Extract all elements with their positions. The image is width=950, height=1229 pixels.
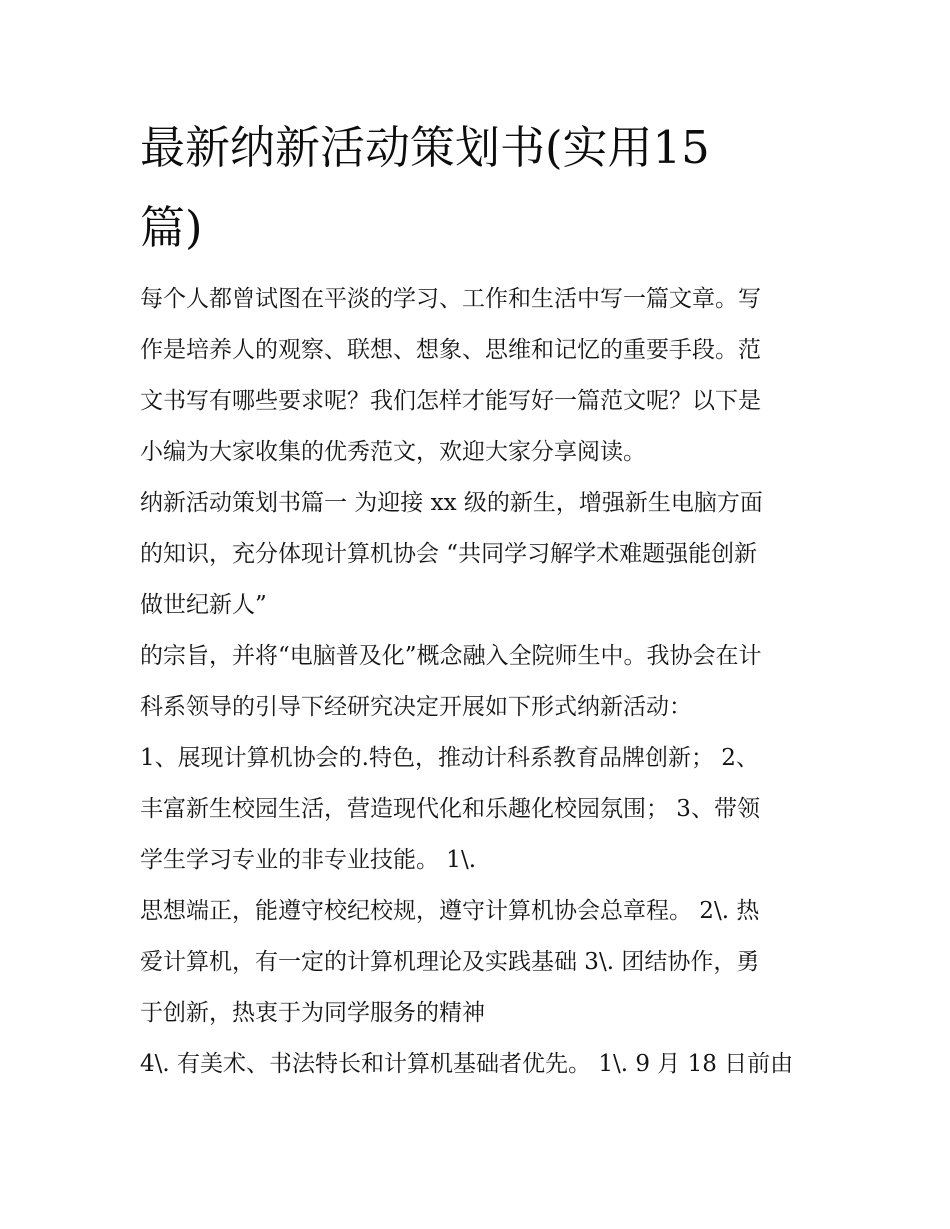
- paragraph-principle: [140, 631, 820, 733]
- document-title: [140, 108, 820, 268]
- text-line: 爱计算机，有一定的计算机理论及实践基础 3\. 团结协作，勇: [140, 949, 760, 975]
- text-line: 作是培养人的观察、联想、想象、思维和记忆的重要手段。范: [140, 337, 761, 363]
- text-line: 小编为大家收集的优秀范文，欢迎大家分享阅读。: [140, 439, 646, 465]
- text-line: 每个人都曾试图在平淡的学习、工作和生活中写一篇文章。写: [140, 286, 761, 312]
- title-line: 篇): [140, 201, 203, 254]
- paragraph-goals: [140, 733, 820, 886]
- title-line: 最新纳新活动策划书(实用15: [140, 121, 710, 174]
- text-line: 于创新，热衷于为同学服务的精神: [140, 1000, 485, 1026]
- paragraph-intro: [140, 274, 820, 478]
- text-line: 科系领导的引导下经研究决定开展如下形式纳新活动：: [140, 694, 692, 720]
- paragraph-purpose: [140, 478, 820, 631]
- text-line: 做世纪新人”: [140, 592, 267, 618]
- text-line: 1、展现计算机协会的.特色，推动计科系教育品牌创新； 2、: [140, 745, 759, 771]
- text-line: 纳新活动策划书篇一 为迎接 xx 级的新生，增强新生电脑方面: [140, 490, 763, 516]
- text-line: 文书写有哪些要求呢？我们怎样才能写好一篇范文呢？以下是: [140, 388, 761, 414]
- text-line: 的宗旨，并将“电脑普及化”概念融入全院师生中。我协会在计: [140, 643, 762, 669]
- paragraph-schedule: [140, 1039, 820, 1090]
- document-body: [140, 274, 820, 1090]
- text-line: 丰富新生校园生活，营造现代化和乐趣化校园氛围； 3、带领: [140, 796, 760, 822]
- text-line: 4\. 有美术、书法特长和计算机基础者优先。 1\. 9 月 18 日前由: [140, 1051, 794, 1077]
- paragraph-requirements: [140, 886, 820, 1039]
- text-line: 思想端正，能遵守校纪校规，遵守计算机协会总章程。 2\. 热: [140, 898, 760, 924]
- text-line: 学生学习专业的非专业技能。 1\.: [140, 847, 477, 873]
- text-line: 的知识，充分体现计算机协会 “共同学习解学术难题强能创新: [140, 541, 758, 567]
